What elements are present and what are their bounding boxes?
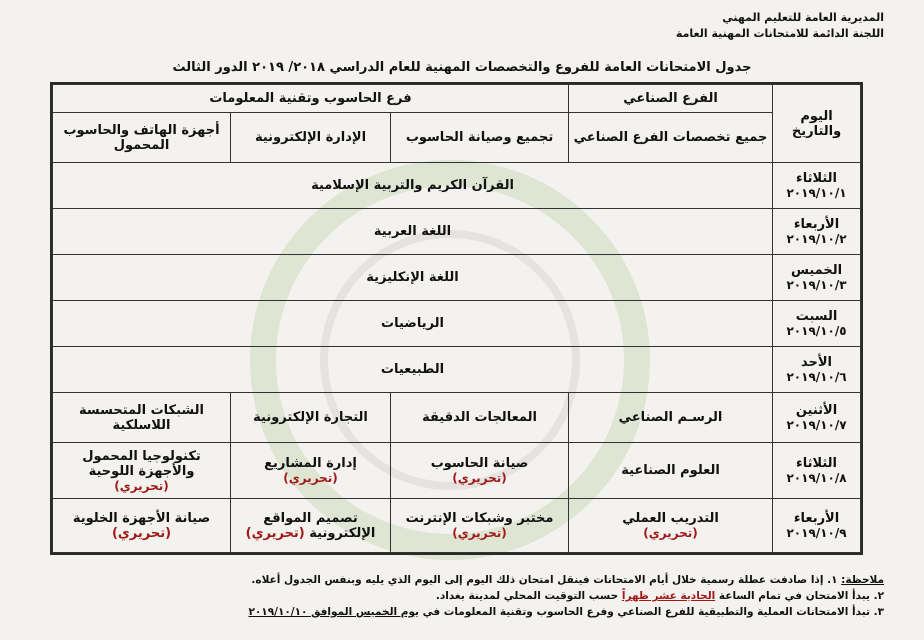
note-2-post: حسب التوقيت المحلي لمدينة بغداد. [435, 590, 619, 602]
exam-subject-label: التدريب العملي [622, 511, 719, 526]
exam-subject: الرياضيات [53, 301, 773, 347]
header-computer-branch: فرع الحاسوب وتقنية المعلومات [53, 85, 569, 113]
written-badge: (تحريري) [114, 478, 169, 493]
exam-assembly: المعالجات الدقيقة [391, 393, 569, 443]
day-date: ٢٠١٩/١٠/٣ [786, 277, 847, 292]
exam-eadmin [231, 443, 391, 499]
exam-industrial: الرسـم الصناعي [569, 393, 773, 443]
table-row [53, 443, 861, 499]
exam-phones [53, 499, 231, 553]
exam-subject-label: تصميم المواقع الإلكترونية [263, 510, 376, 541]
table-row [53, 163, 861, 209]
exam-phones [53, 443, 231, 499]
document-header [676, 10, 884, 42]
table-row [53, 209, 861, 255]
exam-subject-label: تكنولوجيا المحمول والأجهزة اللوحية [82, 448, 201, 479]
written-badge: (تحريري) [245, 525, 305, 541]
table-row [53, 499, 861, 553]
table-row [53, 347, 861, 393]
exam-assembly [391, 443, 569, 499]
note-2-pre: ٢. يبدأ الامتحان في تمام الساعة [718, 590, 884, 602]
header-line-2: اللجنة الدائمة للامتحانات المهنية العامة [675, 27, 884, 40]
note-3 [40, 604, 884, 620]
written-badge: (تحريري) [111, 525, 172, 541]
note-3-highlight: يوم الخميس الموافق ٢٠١٩/١٠/١٠ [248, 606, 419, 618]
table-row [53, 393, 861, 443]
exam-schedule-table [52, 84, 861, 553]
exam-phones: الشبكات المتحسسة اللاسلكية [53, 393, 231, 443]
document-title: جدول الامتحانات العامة للفروع والتخصصات المهنية للعام الدراسي ٢٠١٨/ ٢٠١٩ الدور الثالث [172, 60, 752, 75]
day-name: الأثنين [795, 402, 838, 418]
exam-subject: الطبيعيات [53, 347, 773, 393]
day-date: ٢٠١٩/١٠/٢ [786, 231, 847, 246]
exam-subject-label: صيانة الأجهزة الخلوية [72, 510, 211, 526]
header-line-1: المديرية العامة للتعليم المهني [722, 11, 884, 24]
exam-industrial [569, 499, 773, 553]
day-name: السبت [795, 308, 838, 324]
note-3-pre: ٣. تبدأ الامتحانات العملية والتطبيقية للفرع الصناعي وفرع الحاسوب وتقنية المعلومات في [422, 606, 884, 618]
day-date: ٢٠١٩/١٠/٦ [786, 369, 847, 384]
header-phones: أجهزة الهاتف والحاسوب المحمول [53, 113, 231, 163]
header-industrial-all: جميع تخصصات الفرع الصناعي [569, 113, 773, 163]
day-date: ٢٠١٩/١٠/١ [786, 185, 847, 200]
day-name: الأحد [801, 354, 833, 370]
notes-section [40, 572, 884, 620]
written-badge: (تحريري) [283, 471, 338, 485]
exam-industrial: العلوم الصناعية [569, 443, 773, 499]
exam-subject-label: مختبر وشبكات الإنترنت [405, 511, 554, 526]
exam-subject: اللغة الإنكليزية [53, 255, 773, 301]
exam-subject-label: إدارة المشاريع [264, 456, 357, 471]
day-date: ٢٠١٩/١٠/٧ [786, 417, 847, 432]
header-day-date: اليوم والتاريخ [773, 85, 861, 163]
notes-label: ملاحظة: [841, 574, 884, 586]
note-2-highlight: الحادية عشر ظهراً [621, 590, 716, 602]
header-assembly: تجميع وصيانة الحاسوب [391, 113, 569, 163]
header-industrial-branch: الفرع الصناعي [569, 85, 773, 113]
exam-eadmin [231, 499, 391, 553]
written-badge: (تحريري) [452, 471, 507, 485]
day-name: الثلاثاء [796, 455, 837, 471]
exam-eadmin: التجارة الإلكترونية [231, 393, 391, 443]
day-date: ٢٠١٩/١٠/٥ [786, 323, 847, 338]
day-name: الخميس [790, 262, 843, 278]
exam-subject: اللغة العربية [53, 209, 773, 255]
note-2 [40, 588, 884, 604]
day-name: الأربعاء [793, 216, 840, 232]
day-name: الثلاثاء [796, 170, 837, 186]
table-row [53, 255, 861, 301]
day-name: الأربعاء [793, 510, 840, 526]
day-date: ٢٠١٩/١٠/٩ [786, 525, 847, 540]
exam-assembly [391, 499, 569, 553]
exam-subject: القرآن الكريم والتربية الإسلامية [53, 163, 773, 209]
exam-subject-label: صيانة الحاسوب [430, 456, 529, 471]
written-badge: (تحريري) [452, 526, 507, 540]
day-date: ٢٠١٩/١٠/٨ [786, 470, 847, 485]
table-row [53, 301, 861, 347]
header-eadmin: الإدارة الإلكترونية [231, 113, 391, 163]
note-1-text: ١. إذا صادفت عطلة رسمية خلال أيام الامتحانات فينقل امتحان ذلك اليوم إلى اليوم الذي يليه وبنفس الجدول أعلاه. [251, 574, 838, 586]
note-1 [40, 572, 884, 588]
written-badge: (تحريري) [643, 526, 698, 540]
